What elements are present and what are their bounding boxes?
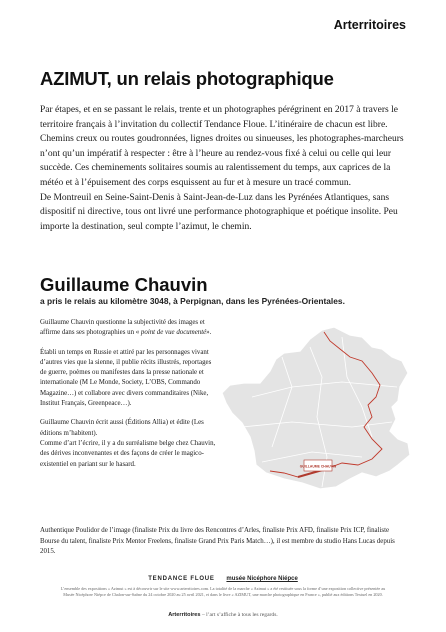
france-route-map — [222, 327, 410, 495]
photographer-subtitle: a pris le relais au kilomètre 3048, à Perpignan, dans les Pyrénées-Orientales. — [40, 296, 345, 306]
page-title: AZIMUT, un relais photographique — [40, 68, 334, 89]
bio-summary: Authentique Poulidor de l’image (finaliste Prix du livre des Rencontres d’Arles, finaliste Prix AFD, finaliste Prix ICP, finaliste Bourse du talent, finaliste Prix Mentor Freelens, finaliste Grand Prix Paris Match…), il est membre du studio Hans Lucas depuis 2015. — [40, 527, 395, 556]
bio-p4: Comme d’art l’écrire, il y a du surréalisme belge chez Chauvin, des dérives inconvenantes et des façons de créer le magico-existentiel en pariant sur le hasard. — [40, 439, 216, 468]
brand-logo: Arterritoires — [333, 18, 406, 32]
tendance-floue-logo: TENDANCE FLOUE — [148, 576, 215, 582]
bio-p3: Guillaume Chauvin écrit aussi (Éditions Allia) et édite (Les éditions m’habitent). — [40, 419, 204, 437]
bio-paragraph-2: Établi un temps en Russie et attiré par les personnages vivant d’autres vies que la sienne, il publie récits illustrés, reportages de guerre, poèmes ou manifestes dans la presse nationale et internationale (M Le Monde, Society, L’OBS, Commando Magazine…) et collabore avec divers commanditaires (Nike, Institut Français, Greenpeace…). — [40, 348, 212, 408]
musee-logo-a: musée — [226, 576, 246, 582]
bio-p1-quote: point de vue documenté — [140, 329, 207, 337]
footer — [0, 612, 446, 618]
partner-logos — [0, 576, 446, 582]
musee-logo-b: Nicéphore Niépce — [247, 576, 298, 582]
photographer-bio-column — [40, 318, 216, 470]
photographer-name: Guillaume Chauvin — [40, 274, 208, 295]
footer-tagline: – l’art s’affiche à tous les regards. — [200, 612, 278, 618]
bio-p1-end: ». — [206, 329, 212, 337]
map-label: GUILLAUME CHAUVIN — [299, 464, 337, 469]
bio-p1-start: Guillaume Chauvin questionne la subjectivité des images et affirme dans ses photographies un « — [40, 319, 205, 337]
intro-paragraph-2: De Montreuil en Seine-Saint-Denis à Saint-Jean-de-Luz dans les Pyrénées Atlantiques, sans dispositif ni directive, tous ont livré une performance photographique et poétique insolite. Peu importe la destination, seul compte l’azimut, le chemin. — [40, 192, 398, 232]
credits-text: L’ensemble des expositions « Azimut » est à découvrir sur le site www.arterritoires.com. La totalité de la marche « Azimut » a été restituée sous la forme d’une exposition collective présentée au Musée Nicéphore Niépce de Chalon-sur-Saône du 24 octobre 2020 au 25 avril 2021, et dans le livre « AZIMUT, une marche photographique en France », publié aux éditions Textuel en 2020. — [60, 586, 386, 597]
musee-logo — [226, 576, 297, 582]
bio-paragraph-1 — [40, 318, 216, 339]
intro-paragraph-1: Par étapes, et en se passant le relais, trente et un photographes pérégrinent en 2017 à travers le territoire français à l’invitation du collectif Tendance Floue. L’itinéraire de chacun est libre. Chemins creux ou routes goudronnées, lignes droites ou sinueuses, les photographes-marcheurs n’ont qu’un impératif à respecter : être à l’heure au rendez-vous fixé à celui ou celle qui leur succède. Ces cheminements solitaires soumis au ralentissement du temps, aux caprices de la météo et à l’épuisement des corps esquissent au fur et à mesure un tracé commun. — [40, 105, 404, 188]
bio-paragraph-3 — [40, 418, 216, 469]
intro-text — [40, 103, 408, 234]
footer-brand: Arterritoires — [168, 612, 201, 618]
